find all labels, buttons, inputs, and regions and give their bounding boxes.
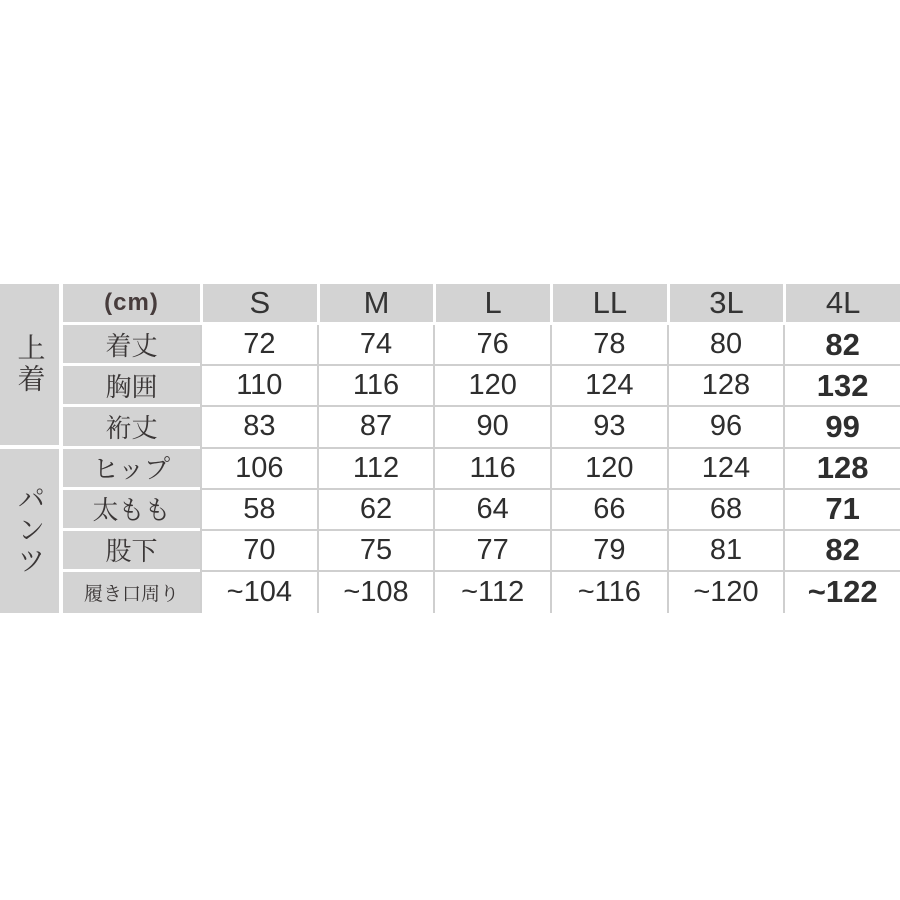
cell-sleeve-s: 83	[200, 407, 317, 448]
cell-thigh-m: 62	[317, 490, 434, 531]
cell-leg-opening-l: ~112	[433, 572, 550, 613]
row-label-leg-opening: 履き口周り	[63, 572, 200, 613]
cell-inseam-ll: 79	[550, 531, 667, 572]
cell-leg-opening-4l: ~122	[783, 572, 900, 613]
cell-chest-l: 120	[433, 366, 550, 407]
cell-inseam-l: 77	[433, 531, 550, 572]
size-header-ll: LL	[550, 284, 667, 325]
cell-thigh-4l: 71	[783, 490, 900, 531]
cell-leg-opening-3l: ~120	[667, 572, 784, 613]
row-label-thigh: 太もも	[63, 490, 200, 531]
size-header-m: M	[317, 284, 434, 325]
cell-chest-m: 116	[317, 366, 434, 407]
cell-hip-3l: 124	[667, 449, 784, 490]
cell-body-length-s: 72	[200, 325, 317, 366]
cell-inseam-4l: 82	[783, 531, 900, 572]
size-header-s: S	[200, 284, 317, 325]
cell-leg-opening-s: ~104	[200, 572, 317, 613]
unit-header-cell: (cm)	[63, 284, 200, 325]
cell-body-length-3l: 80	[667, 325, 784, 366]
cell-thigh-s: 58	[200, 490, 317, 531]
row-label-chest: 胸囲	[63, 366, 200, 407]
cell-hip-l: 116	[433, 449, 550, 490]
row-label-body-length: 着丈	[63, 325, 200, 366]
size-header-3l: 3L	[667, 284, 784, 325]
cell-chest-4l: 132	[783, 366, 900, 407]
cell-inseam-3l: 81	[667, 531, 784, 572]
cell-leg-opening-ll: ~116	[550, 572, 667, 613]
row-group-jacket-label: 上着	[14, 333, 46, 396]
cell-sleeve-3l: 96	[667, 407, 784, 448]
cell-chest-s: 110	[200, 366, 317, 407]
cell-thigh-3l: 68	[667, 490, 784, 531]
cell-inseam-m: 75	[317, 531, 434, 572]
cell-hip-m: 112	[317, 449, 434, 490]
row-label-sleeve: 裄丈	[63, 407, 200, 448]
row-group-pants-label: パンツ	[14, 484, 46, 578]
size-header-4l: 4L	[783, 284, 900, 325]
cell-thigh-ll: 66	[550, 490, 667, 531]
row-label-hip: ヒップ	[63, 449, 200, 490]
cell-leg-opening-m: ~108	[317, 572, 434, 613]
cell-body-length-4l: 82	[783, 325, 900, 366]
cell-hip-ll: 120	[550, 449, 667, 490]
cell-hip-s: 106	[200, 449, 317, 490]
cell-chest-3l: 128	[667, 366, 784, 407]
cell-body-length-ll: 78	[550, 325, 667, 366]
cell-sleeve-4l: 99	[783, 407, 900, 448]
cell-chest-ll: 124	[550, 366, 667, 407]
row-group-pants	[0, 449, 63, 614]
row-group-jacket	[0, 284, 63, 449]
cell-thigh-l: 64	[433, 490, 550, 531]
cell-inseam-s: 70	[200, 531, 317, 572]
size-chart-table	[0, 284, 900, 613]
cell-hip-4l: 128	[783, 449, 900, 490]
cell-sleeve-l: 90	[433, 407, 550, 448]
cell-body-length-l: 76	[433, 325, 550, 366]
cell-body-length-m: 74	[317, 325, 434, 366]
cell-sleeve-ll: 93	[550, 407, 667, 448]
row-label-inseam: 股下	[63, 531, 200, 572]
cell-sleeve-m: 87	[317, 407, 434, 448]
size-header-l: L	[433, 284, 550, 325]
